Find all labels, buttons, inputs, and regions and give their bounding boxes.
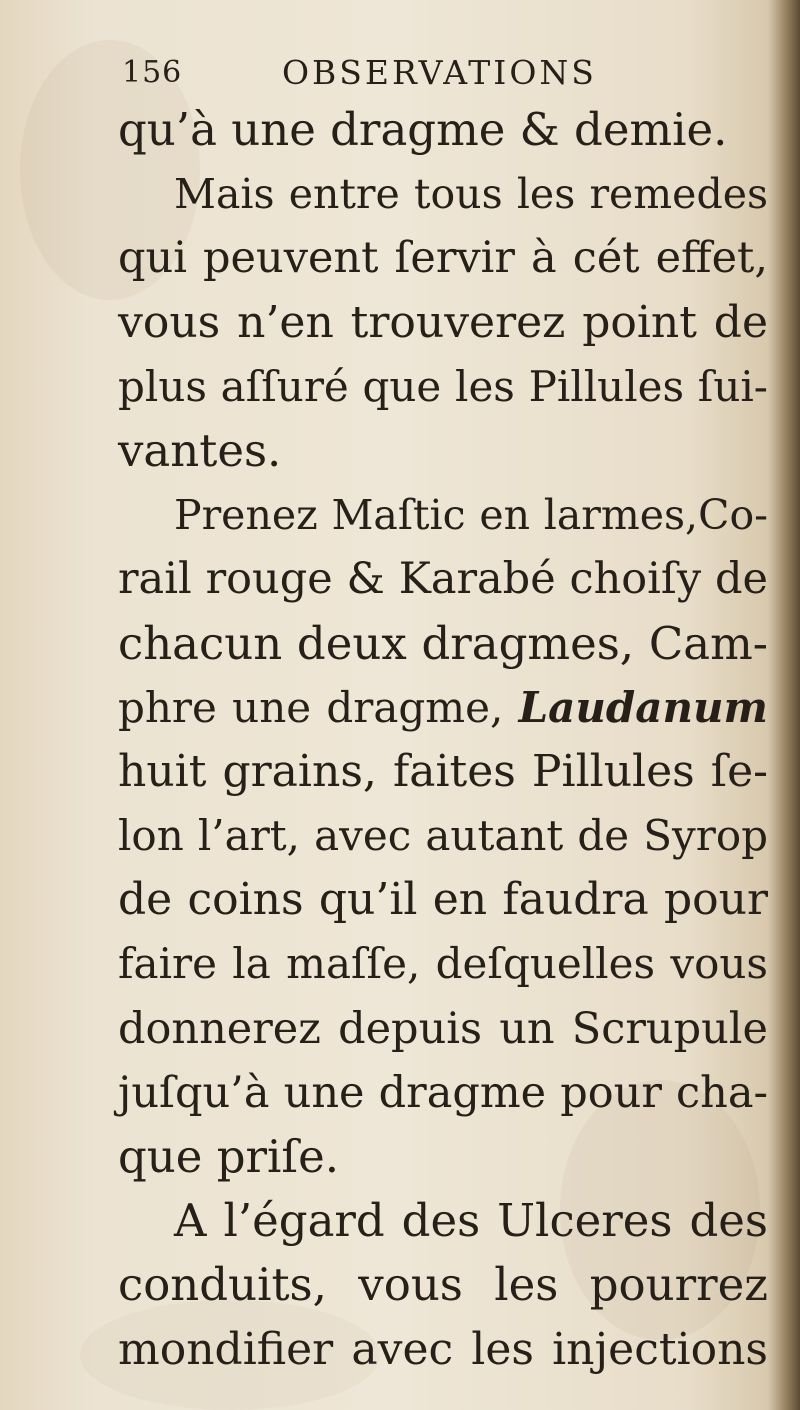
- text-line: conduits, vous les pourrez: [118, 1258, 768, 1312]
- text-line: rail rouge & Karabé choiſy de: [118, 554, 768, 605]
- text-line: vous n’en trouverez point de: [118, 296, 768, 348]
- text-line: Mais entre tous les remedes: [174, 170, 768, 219]
- text-line: qu’à une dragme & demie.: [118, 103, 728, 156]
- text-line: A l’égard des Ulceres des: [174, 1194, 768, 1248]
- text-line: vantes.: [118, 423, 282, 477]
- text-line: huit grains, faites Pillules ſe-: [118, 745, 768, 797]
- body-text: [118, 98, 768, 1382]
- text-line-segment: phre une dragme,: [118, 682, 519, 732]
- text-line: Prenez Maſtic en larmes,Co-: [174, 491, 768, 540]
- header-title: OBSERVATIONS: [282, 53, 597, 92]
- running-head: [122, 50, 682, 96]
- text-line: chacun deux dragmes, Cam-: [118, 616, 768, 670]
- text-line: [118, 676, 768, 740]
- text-line: faire la maſſe, deſquelles vous: [118, 939, 768, 989]
- text-line: que priſe.: [118, 1130, 340, 1183]
- text-line: lon l’art, avec autant de Syrop: [118, 811, 768, 861]
- page-number: 156: [122, 55, 183, 90]
- text-line: donnerez depuis un Scrupule: [118, 1003, 768, 1054]
- text-line: de coins qu’il en faudra pour: [118, 874, 768, 926]
- text-line: juſqu’à une dragme pour cha-: [118, 1067, 768, 1118]
- text-line: qui peuvent ſervir à cét effet,: [118, 233, 768, 284]
- text-line: mondifier avec les injections: [118, 1323, 768, 1375]
- text-line: plus aſſuré que les Pillules ſui-: [118, 361, 768, 411]
- italic-word: Laudanum: [518, 682, 768, 732]
